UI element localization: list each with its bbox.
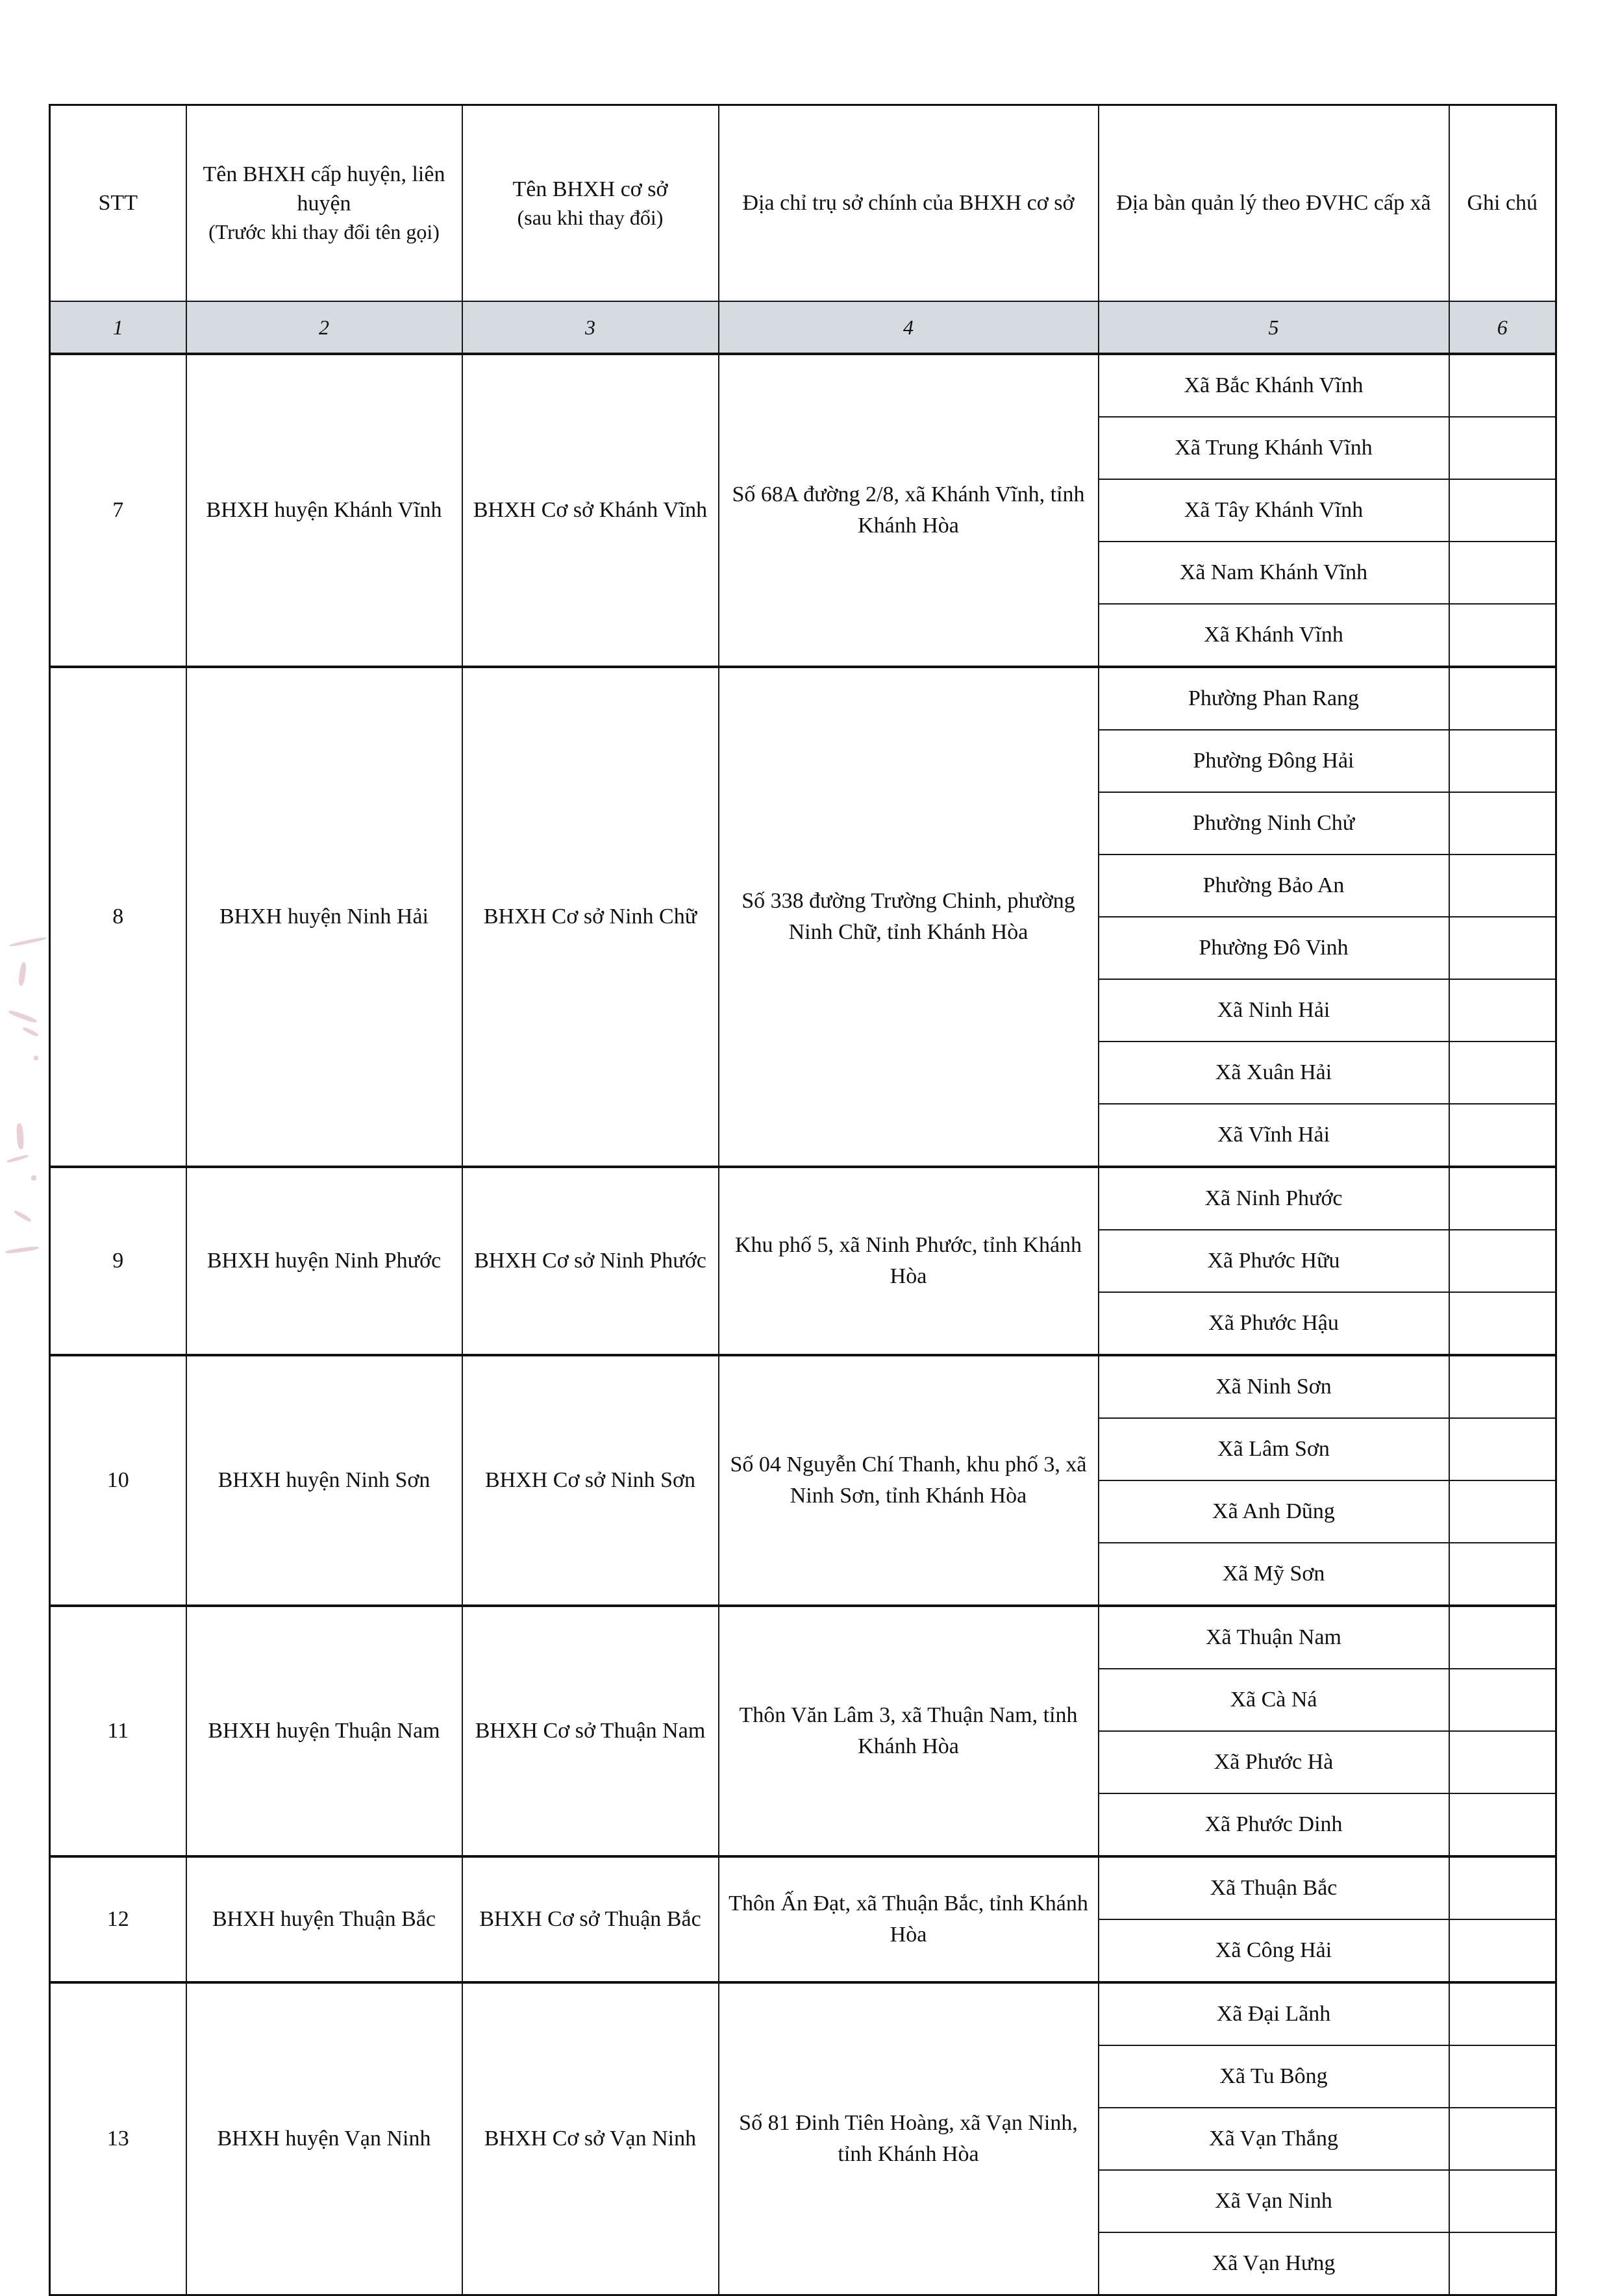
- cell-note: [1449, 979, 1556, 1042]
- cell-ward: Xã Vạn Thắng: [1099, 2108, 1449, 2170]
- cell-ward: Xã Vĩnh Hải: [1099, 1104, 1449, 1167]
- cell-ward: Xã Ninh Phước: [1099, 1167, 1449, 1230]
- cell-old-name: BHXH huyện Ninh Hải: [186, 667, 462, 1167]
- cell-note: [1449, 2170, 1556, 2232]
- table-header-row: [50, 105, 1556, 302]
- column-header-address-title: Địa chỉ trụ sở chính của BHXH cơ sở: [742, 190, 1075, 215]
- cell-note: [1449, 1418, 1556, 1480]
- cell-ward: Xã Vạn Hưng: [1099, 2232, 1449, 2295]
- cell-stt: 13: [50, 1982, 186, 2295]
- cell-new-name: BHXH Cơ sở Ninh Chữ: [462, 667, 719, 1167]
- cell-ward: Xã Phước Dinh: [1099, 1793, 1449, 1856]
- cell-note: [1449, 1606, 1556, 1669]
- cell-stt: 12: [50, 1856, 186, 1982]
- cell-note: [1449, 1669, 1556, 1731]
- cell-old-name: BHXH huyện Vạn Ninh: [186, 1982, 462, 2295]
- cell-address: Số 68A đường 2/8, xã Khánh Vĩnh, tỉnh Khánh Hòa: [719, 354, 1099, 667]
- cell-stt: 11: [50, 1606, 186, 1856]
- cell-new-name: BHXH Cơ sở Ninh Sơn: [462, 1355, 719, 1606]
- column-header-note: [1449, 105, 1556, 302]
- table-row: [50, 1856, 1556, 1919]
- cell-note: [1449, 479, 1556, 542]
- cell-note: [1449, 354, 1556, 417]
- cell-ward: Xã Vạn Ninh: [1099, 2170, 1449, 2232]
- cell-note: [1449, 604, 1556, 667]
- cell-ward: Xã Cà Ná: [1099, 1669, 1449, 1731]
- cell-ward: Phường Đô Vinh: [1099, 917, 1449, 979]
- cell-new-name: BHXH Cơ sở Khánh Vĩnh: [462, 354, 719, 667]
- table-body: [50, 354, 1556, 2295]
- cell-ward: Phường Phan Rang: [1099, 667, 1449, 730]
- column-header-old-name-title: Tên BHXH cấp huyện, liên huyện: [203, 162, 445, 216]
- cell-stt: 8: [50, 667, 186, 1167]
- cell-note: [1449, 730, 1556, 792]
- cell-ward: Xã Thuận Bắc: [1099, 1856, 1449, 1919]
- cell-ward: Xã Đại Lãnh: [1099, 1982, 1449, 2045]
- cell-ward: Xã Tây Khánh Vĩnh: [1099, 479, 1449, 542]
- table-row: [50, 1167, 1556, 1230]
- cell-ward: Xã Xuân Hải: [1099, 1042, 1449, 1104]
- column-number-1: 1: [50, 301, 186, 354]
- cell-note: [1449, 917, 1556, 979]
- column-number-3: 3: [462, 301, 719, 354]
- cell-address: Thôn Ấn Đạt, xã Thuận Bắc, tỉnh Khánh Hòa: [719, 1856, 1099, 1982]
- cell-stt: 10: [50, 1355, 186, 1606]
- table-row: [50, 354, 1556, 417]
- cell-ward: Phường Ninh Chử: [1099, 792, 1449, 855]
- cell-note: [1449, 1982, 1556, 2045]
- column-header-new-name: [462, 105, 719, 302]
- column-number-5: 5: [1099, 301, 1449, 354]
- table-row: [50, 1606, 1556, 1669]
- cell-ward: Phường Đông Hải: [1099, 730, 1449, 792]
- column-number-row: [50, 301, 1556, 354]
- column-header-old-name: [186, 105, 462, 302]
- cell-note: [1449, 2045, 1556, 2108]
- cell-address: Số 04 Nguyễn Chí Thanh, khu phố 3, xã Ninh Sơn, tỉnh Khánh Hòa: [719, 1355, 1099, 1606]
- cell-ward: Xã Công Hải: [1099, 1919, 1449, 1982]
- column-header-new-name-subtitle: (sau khi thay đổi): [517, 205, 664, 229]
- cell-note: [1449, 855, 1556, 917]
- column-header-stt: [50, 105, 186, 302]
- column-header-wards-title: Địa bàn quản lý theo ĐVHC cấp xã: [1116, 190, 1431, 215]
- cell-ward: Xã Lâm Sơn: [1099, 1418, 1449, 1480]
- column-header-wards: [1099, 105, 1449, 302]
- column-header-address: [719, 105, 1099, 302]
- column-header-stt-title: STT: [98, 190, 138, 215]
- cell-old-name: BHXH huyện Ninh Sơn: [186, 1355, 462, 1606]
- cell-ward: Xã Phước Hữu: [1099, 1230, 1449, 1292]
- cell-ward: Xã Khánh Vĩnh: [1099, 604, 1449, 667]
- cell-address: Số 81 Đinh Tiên Hoàng, xã Vạn Ninh, tỉnh Khánh Hòa: [719, 1982, 1099, 2295]
- cell-new-name: BHXH Cơ sở Vạn Ninh: [462, 1982, 719, 2295]
- cell-address: Thôn Văn Lâm 3, xã Thuận Nam, tỉnh Khánh Hòa: [719, 1606, 1099, 1856]
- cell-ward: Xã Trung Khánh Vĩnh: [1099, 417, 1449, 479]
- cell-stt: 7: [50, 354, 186, 667]
- cell-new-name: BHXH Cơ sở Thuận Nam: [462, 1606, 719, 1856]
- cell-note: [1449, 1167, 1556, 1230]
- cell-note: [1449, 1919, 1556, 1982]
- cell-note: [1449, 1731, 1556, 1793]
- cell-note: [1449, 1355, 1556, 1418]
- table-header: [50, 105, 1556, 355]
- table-row: [50, 1982, 1556, 2045]
- cell-note: [1449, 1292, 1556, 1355]
- column-header-new-name-title: Tên BHXH cơ sở: [512, 177, 668, 201]
- cell-new-name: BHXH Cơ sở Ninh Phước: [462, 1167, 719, 1355]
- bhxh-listing-table: [49, 104, 1557, 2296]
- column-number-4: 4: [719, 301, 1099, 354]
- cell-address: Số 338 đường Trường Chinh, phường Ninh Chữ, tỉnh Khánh Hòa: [719, 667, 1099, 1167]
- cell-note: [1449, 667, 1556, 730]
- cell-old-name: BHXH huyện Thuận Nam: [186, 1606, 462, 1856]
- cell-note: [1449, 792, 1556, 855]
- column-number-2: 2: [186, 301, 462, 354]
- cell-ward: Xã Ninh Sơn: [1099, 1355, 1449, 1418]
- cell-ward: Xã Ninh Hải: [1099, 979, 1449, 1042]
- cell-note: [1449, 1104, 1556, 1167]
- cell-note: [1449, 2232, 1556, 2295]
- column-number-6: 6: [1449, 301, 1556, 354]
- cell-ward: Phường Bảo An: [1099, 855, 1449, 917]
- cell-ward: Xã Phước Hà: [1099, 1731, 1449, 1793]
- cell-note: [1449, 1042, 1556, 1104]
- cell-old-name: BHXH huyện Ninh Phước: [186, 1167, 462, 1355]
- table-row: [50, 1355, 1556, 1418]
- cell-note: [1449, 542, 1556, 604]
- column-header-old-name-subtitle: (Trước khi thay đổi tên gọi): [208, 220, 440, 244]
- cell-note: [1449, 1480, 1556, 1543]
- cell-address: Khu phố 5, xã Ninh Phước, tỉnh Khánh Hòa: [719, 1167, 1099, 1355]
- column-header-note-title: Ghi chú: [1467, 190, 1538, 215]
- cell-new-name: BHXH Cơ sở Thuận Bắc: [462, 1856, 719, 1982]
- cell-ward: Xã Bắc Khánh Vĩnh: [1099, 354, 1449, 417]
- cell-ward: Xã Phước Hậu: [1099, 1292, 1449, 1355]
- cell-note: [1449, 1793, 1556, 1856]
- cell-old-name: BHXH huyện Khánh Vĩnh: [186, 354, 462, 667]
- cell-ward: Xã Mỹ Sơn: [1099, 1543, 1449, 1606]
- cell-ward: Xã Anh Dũng: [1099, 1480, 1449, 1543]
- table-row: [50, 667, 1556, 730]
- cell-note: [1449, 417, 1556, 479]
- cell-ward: Xã Thuận Nam: [1099, 1606, 1449, 1669]
- cell-note: [1449, 1543, 1556, 1606]
- cell-note: [1449, 2108, 1556, 2170]
- cell-stt: 9: [50, 1167, 186, 1355]
- cell-note: [1449, 1230, 1556, 1292]
- cell-ward: Xã Nam Khánh Vĩnh: [1099, 542, 1449, 604]
- cell-note: [1449, 1856, 1556, 1919]
- cell-ward: Xã Tu Bông: [1099, 2045, 1449, 2108]
- cell-old-name: BHXH huyện Thuận Bắc: [186, 1856, 462, 1982]
